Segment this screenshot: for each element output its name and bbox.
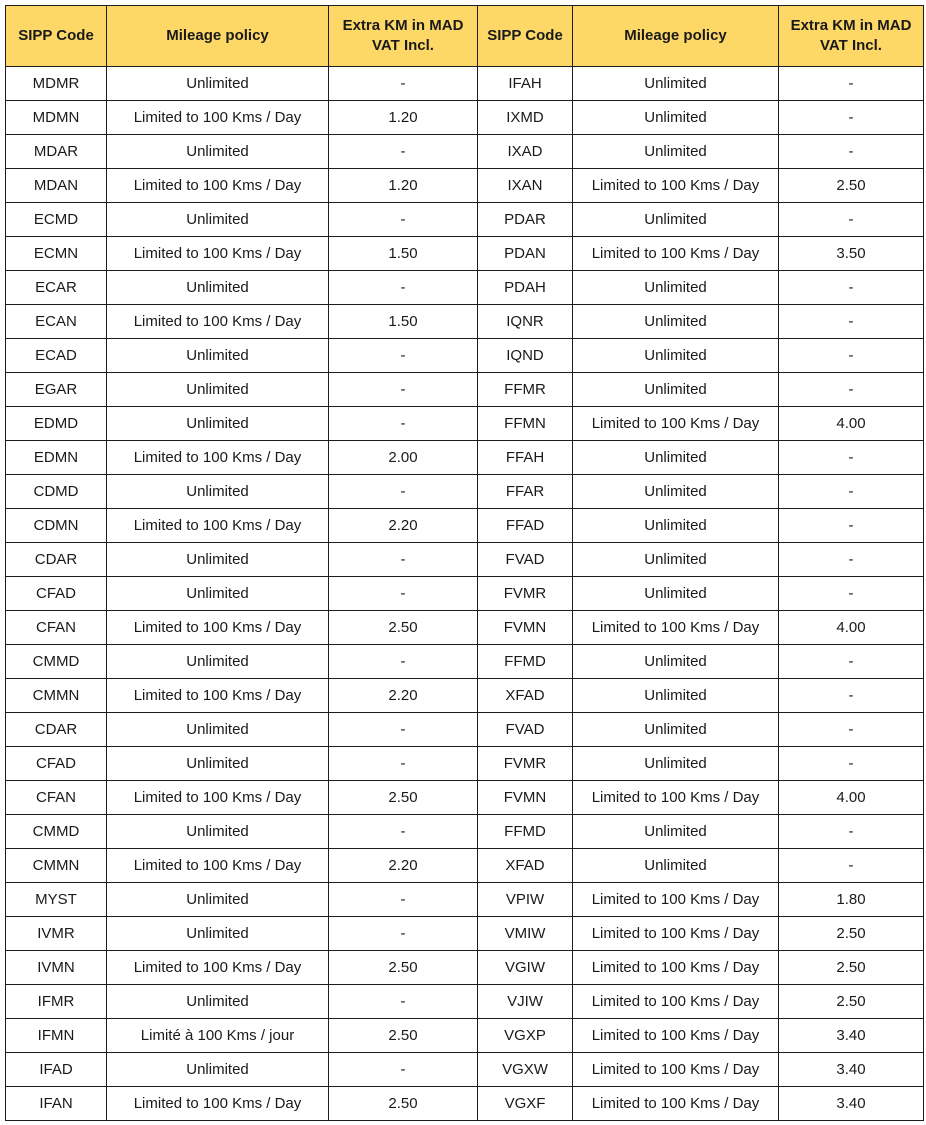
mileage-policy-cell: Unlimited	[573, 713, 779, 747]
sipp-code-cell: CDMD	[6, 475, 107, 509]
sipp-code-cell: CFAD	[6, 577, 107, 611]
sipp-code-cell: CMMD	[6, 815, 107, 849]
table-row	[6, 883, 924, 917]
sipp-code-cell: IFAD	[6, 1053, 107, 1087]
extra-km-cell: 2.20	[329, 509, 478, 543]
sipp-code-cell: CMMN	[6, 849, 107, 883]
extra-km-cell: -	[779, 203, 924, 237]
mileage-policy-cell: Unlimited	[573, 339, 779, 373]
mileage-policy-cell: Limited to 100 Kms / Day	[573, 951, 779, 985]
mileage-policy-cell: Limited to 100 Kms / Day	[107, 169, 329, 203]
sipp-code-cell: IQNR	[478, 305, 573, 339]
sipp-code-cell: VJIW	[478, 985, 573, 1019]
table-row	[6, 849, 924, 883]
sipp-code-cell: FFMD	[478, 645, 573, 679]
mileage-policy-cell: Unlimited	[573, 441, 779, 475]
mileage-policy-cell: Unlimited	[107, 883, 329, 917]
sipp-code-cell: ECAR	[6, 271, 107, 305]
extra-km-cell: -	[329, 645, 478, 679]
sipp-code-cell: FFMR	[478, 373, 573, 407]
mileage-policy-cell: Unlimited	[573, 747, 779, 781]
table-row	[6, 101, 924, 135]
sipp-code-cell: IFMN	[6, 1019, 107, 1053]
sipp-code-cell: FFMD	[478, 815, 573, 849]
sipp-code-cell: EGAR	[6, 373, 107, 407]
mileage-policy-cell: Unlimited	[107, 407, 329, 441]
sipp-code-cell: ECMN	[6, 237, 107, 271]
mileage-policy-cell: Unlimited	[107, 271, 329, 305]
sipp-code-cell: FVAD	[478, 713, 573, 747]
table-row	[6, 611, 924, 645]
sipp-code-cell: CFAD	[6, 747, 107, 781]
extra-km-cell: 2.20	[329, 679, 478, 713]
table-row	[6, 203, 924, 237]
sipp-code-cell: PDAH	[478, 271, 573, 305]
extra-km-cell: 1.80	[779, 883, 924, 917]
extra-km-cell: -	[329, 67, 478, 101]
sipp-code-cell: VMIW	[478, 917, 573, 951]
mileage-policy-cell: Unlimited	[107, 339, 329, 373]
sipp-code-cell: PDAR	[478, 203, 573, 237]
table-row	[6, 339, 924, 373]
extra-km-cell: -	[329, 203, 478, 237]
extra-km-cell: -	[329, 373, 478, 407]
sipp-code-cell: MDMR	[6, 67, 107, 101]
extra-km-cell: -	[779, 475, 924, 509]
sipp-code-cell: IXAD	[478, 135, 573, 169]
sipp-code-cell: VGXF	[478, 1087, 573, 1121]
header-sipp-code: SIPP Code	[6, 6, 107, 67]
table-row	[6, 917, 924, 951]
sipp-code-cell: MDAR	[6, 135, 107, 169]
sipp-code-cell: IVMN	[6, 951, 107, 985]
mileage-policy-cell: Limited to 100 Kms / Day	[573, 611, 779, 645]
sipp-code-cell: EDMN	[6, 441, 107, 475]
mileage-policy-cell: Unlimited	[107, 917, 329, 951]
mileage-policy-cell: Limité à 100 Kms / jour	[107, 1019, 329, 1053]
extra-km-cell: 2.50	[779, 985, 924, 1019]
extra-km-cell: -	[329, 271, 478, 305]
table-row	[6, 373, 924, 407]
header-extra-km: Extra KM in MAD VAT Incl.	[329, 6, 478, 67]
extra-km-cell: -	[779, 135, 924, 169]
extra-km-cell: -	[329, 577, 478, 611]
extra-km-cell: -	[329, 815, 478, 849]
sipp-code-cell: FFAD	[478, 509, 573, 543]
mileage-policy-cell: Unlimited	[107, 985, 329, 1019]
sipp-code-cell: IVMR	[6, 917, 107, 951]
extra-km-cell: 3.50	[779, 237, 924, 271]
mileage-policy-cell: Limited to 100 Kms / Day	[107, 1087, 329, 1121]
extra-km-cell: 3.40	[779, 1019, 924, 1053]
extra-km-cell: 4.00	[779, 407, 924, 441]
header-extra-km: Extra KM in MAD VAT Incl.	[779, 6, 924, 67]
extra-km-cell: -	[329, 135, 478, 169]
table-row	[6, 135, 924, 169]
extra-km-cell: -	[779, 747, 924, 781]
table-row	[6, 475, 924, 509]
extra-km-cell: -	[779, 577, 924, 611]
sipp-code-cell: CDAR	[6, 543, 107, 577]
mileage-policy-cell: Limited to 100 Kms / Day	[573, 917, 779, 951]
table-row	[6, 577, 924, 611]
mileage-policy-cell: Unlimited	[573, 203, 779, 237]
header-row	[6, 6, 924, 67]
table-row	[6, 985, 924, 1019]
sipp-code-cell: IXAN	[478, 169, 573, 203]
mileage-policy-cell: Unlimited	[573, 475, 779, 509]
table-row	[6, 713, 924, 747]
sipp-code-cell: FFAR	[478, 475, 573, 509]
extra-km-cell: -	[329, 1053, 478, 1087]
mileage-policy-cell: Unlimited	[573, 815, 779, 849]
table-row	[6, 747, 924, 781]
extra-km-cell: -	[779, 509, 924, 543]
sipp-code-cell: FVMN	[478, 611, 573, 645]
table-row	[6, 1053, 924, 1087]
mileage-policy-cell: Limited to 100 Kms / Day	[573, 407, 779, 441]
sipp-code-cell: MDMN	[6, 101, 107, 135]
mileage-policy-cell: Unlimited	[573, 679, 779, 713]
extra-km-cell: -	[329, 713, 478, 747]
extra-km-cell: 4.00	[779, 781, 924, 815]
mileage-policy-cell: Unlimited	[573, 509, 779, 543]
extra-km-cell: -	[779, 441, 924, 475]
mileage-policy-cell: Unlimited	[107, 373, 329, 407]
table-row	[6, 509, 924, 543]
extra-km-cell: -	[779, 543, 924, 577]
sipp-code-cell: FVAD	[478, 543, 573, 577]
sipp-code-cell: CMMD	[6, 645, 107, 679]
mileage-policy-cell: Unlimited	[573, 645, 779, 679]
extra-km-cell: 2.50	[779, 169, 924, 203]
sipp-code-cell: EDMD	[6, 407, 107, 441]
mileage-policy-cell: Unlimited	[573, 849, 779, 883]
extra-km-cell: -	[779, 339, 924, 373]
extra-km-cell: -	[329, 883, 478, 917]
sipp-code-cell: CDMN	[6, 509, 107, 543]
table-row	[6, 1019, 924, 1053]
mileage-policy-cell: Limited to 100 Kms / Day	[107, 305, 329, 339]
mileage-policy-cell: Limited to 100 Kms / Day	[107, 509, 329, 543]
table-row	[6, 407, 924, 441]
table-row	[6, 441, 924, 475]
sipp-code-cell: FFAH	[478, 441, 573, 475]
mileage-policy-cell: Unlimited	[107, 713, 329, 747]
mileage-policy-cell: Unlimited	[573, 305, 779, 339]
table-row	[6, 237, 924, 271]
mileage-policy-cell: Limited to 100 Kms / Day	[107, 781, 329, 815]
extra-km-cell: -	[329, 339, 478, 373]
sipp-code-cell: XFAD	[478, 849, 573, 883]
mileage-policy-cell: Limited to 100 Kms / Day	[573, 1053, 779, 1087]
mileage-policy-cell: Limited to 100 Kms / Day	[107, 441, 329, 475]
table-row	[6, 1087, 924, 1121]
extra-km-cell: -	[329, 407, 478, 441]
sipp-code-cell: VGIW	[478, 951, 573, 985]
mileage-policy-cell: Unlimited	[107, 203, 329, 237]
mileage-policy-cell: Limited to 100 Kms / Day	[107, 951, 329, 985]
extra-km-cell: -	[329, 985, 478, 1019]
table-row	[6, 815, 924, 849]
mileage-policy-cell: Limited to 100 Kms / Day	[107, 237, 329, 271]
sipp-code-cell: ECAN	[6, 305, 107, 339]
table-row	[6, 169, 924, 203]
extra-km-cell: 4.00	[779, 611, 924, 645]
extra-km-cell: -	[329, 543, 478, 577]
mileage-policy-cell: Unlimited	[573, 577, 779, 611]
mileage-policy-cell: Limited to 100 Kms / Day	[573, 883, 779, 917]
table-row	[6, 679, 924, 713]
sipp-code-cell: IFAN	[6, 1087, 107, 1121]
extra-km-cell: -	[779, 305, 924, 339]
extra-km-cell: 2.50	[329, 1019, 478, 1053]
table-row	[6, 645, 924, 679]
extra-km-cell: -	[779, 713, 924, 747]
sipp-code-cell: FVMR	[478, 577, 573, 611]
extra-km-cell: 2.50	[779, 917, 924, 951]
mileage-policy-cell: Limited to 100 Kms / Day	[573, 169, 779, 203]
mileage-policy-cell: Limited to 100 Kms / Day	[107, 611, 329, 645]
table-row	[6, 271, 924, 305]
mileage-policy-cell: Unlimited	[573, 101, 779, 135]
extra-km-cell: 1.50	[329, 305, 478, 339]
extra-km-cell: 2.50	[329, 611, 478, 645]
sipp-code-cell: VPIW	[478, 883, 573, 917]
sipp-code-cell: ECMD	[6, 203, 107, 237]
mileage-policy-cell: Unlimited	[573, 373, 779, 407]
mileage-policy-cell: Unlimited	[573, 67, 779, 101]
sipp-code-cell: MYST	[6, 883, 107, 917]
extra-km-cell: -	[779, 815, 924, 849]
extra-km-cell: 3.40	[779, 1053, 924, 1087]
extra-km-cell: -	[329, 747, 478, 781]
table-row	[6, 951, 924, 985]
extra-km-cell: -	[779, 271, 924, 305]
table-row	[6, 781, 924, 815]
sipp-code-cell: MDAN	[6, 169, 107, 203]
sipp-code-cell: CDAR	[6, 713, 107, 747]
mileage-policy-cell: Unlimited	[107, 67, 329, 101]
header-mileage-policy: Mileage policy	[573, 6, 779, 67]
sipp-code-cell: XFAD	[478, 679, 573, 713]
extra-km-cell: 2.50	[329, 1087, 478, 1121]
extra-km-cell: -	[329, 475, 478, 509]
extra-km-cell: 2.50	[779, 951, 924, 985]
sipp-code-cell: CMMN	[6, 679, 107, 713]
mileage-policy-cell: Limited to 100 Kms / Day	[573, 237, 779, 271]
extra-km-cell: 2.50	[329, 951, 478, 985]
table-header	[6, 6, 924, 67]
table-body	[6, 67, 924, 1121]
sipp-code-cell: ECAD	[6, 339, 107, 373]
sipp-code-cell: FVMR	[478, 747, 573, 781]
mileage-policy-cell: Unlimited	[107, 1053, 329, 1087]
sipp-code-cell: IQND	[478, 339, 573, 373]
mileage-policy-cell: Limited to 100 Kms / Day	[573, 1087, 779, 1121]
sipp-code-cell: FFMN	[478, 407, 573, 441]
header-sipp-code: SIPP Code	[478, 6, 573, 67]
extra-km-cell: -	[779, 849, 924, 883]
table-row	[6, 67, 924, 101]
mileage-policy-cell: Unlimited	[107, 135, 329, 169]
mileage-policy-table	[5, 5, 924, 1121]
mileage-policy-cell: Unlimited	[107, 475, 329, 509]
extra-km-cell: 1.20	[329, 101, 478, 135]
sipp-code-cell: VGXP	[478, 1019, 573, 1053]
mileage-policy-cell: Unlimited	[107, 815, 329, 849]
sipp-code-cell: PDAN	[478, 237, 573, 271]
sipp-code-cell: CFAN	[6, 781, 107, 815]
extra-km-cell: 1.20	[329, 169, 478, 203]
extra-km-cell: -	[779, 373, 924, 407]
mileage-policy-cell: Limited to 100 Kms / Day	[573, 1019, 779, 1053]
table-row	[6, 543, 924, 577]
sipp-code-cell: FVMN	[478, 781, 573, 815]
mileage-policy-cell: Limited to 100 Kms / Day	[107, 849, 329, 883]
mileage-policy-cell: Unlimited	[573, 271, 779, 305]
extra-km-cell: -	[779, 679, 924, 713]
mileage-policy-cell: Unlimited	[573, 543, 779, 577]
extra-km-cell: 3.40	[779, 1087, 924, 1121]
extra-km-cell: -	[779, 645, 924, 679]
extra-km-cell: 2.20	[329, 849, 478, 883]
mileage-policy-cell: Limited to 100 Kms / Day	[107, 101, 329, 135]
mileage-policy-cell: Unlimited	[573, 135, 779, 169]
mileage-policy-cell: Unlimited	[107, 747, 329, 781]
extra-km-cell: 1.50	[329, 237, 478, 271]
mileage-policy-cell: Unlimited	[107, 577, 329, 611]
sipp-code-cell: IFAH	[478, 67, 573, 101]
mileage-policy-cell: Unlimited	[107, 543, 329, 577]
mileage-policy-cell: Limited to 100 Kms / Day	[107, 679, 329, 713]
extra-km-cell: 2.50	[329, 781, 478, 815]
extra-km-cell: -	[779, 101, 924, 135]
mileage-policy-cell: Limited to 100 Kms / Day	[573, 985, 779, 1019]
sipp-code-cell: CFAN	[6, 611, 107, 645]
extra-km-cell: -	[779, 67, 924, 101]
sipp-code-cell: IXMD	[478, 101, 573, 135]
table-row	[6, 305, 924, 339]
header-mileage-policy: Mileage policy	[107, 6, 329, 67]
mileage-policy-cell: Limited to 100 Kms / Day	[573, 781, 779, 815]
sipp-code-cell: VGXW	[478, 1053, 573, 1087]
extra-km-cell: -	[329, 917, 478, 951]
sipp-code-cell: IFMR	[6, 985, 107, 1019]
extra-km-cell: 2.00	[329, 441, 478, 475]
mileage-policy-cell: Unlimited	[107, 645, 329, 679]
